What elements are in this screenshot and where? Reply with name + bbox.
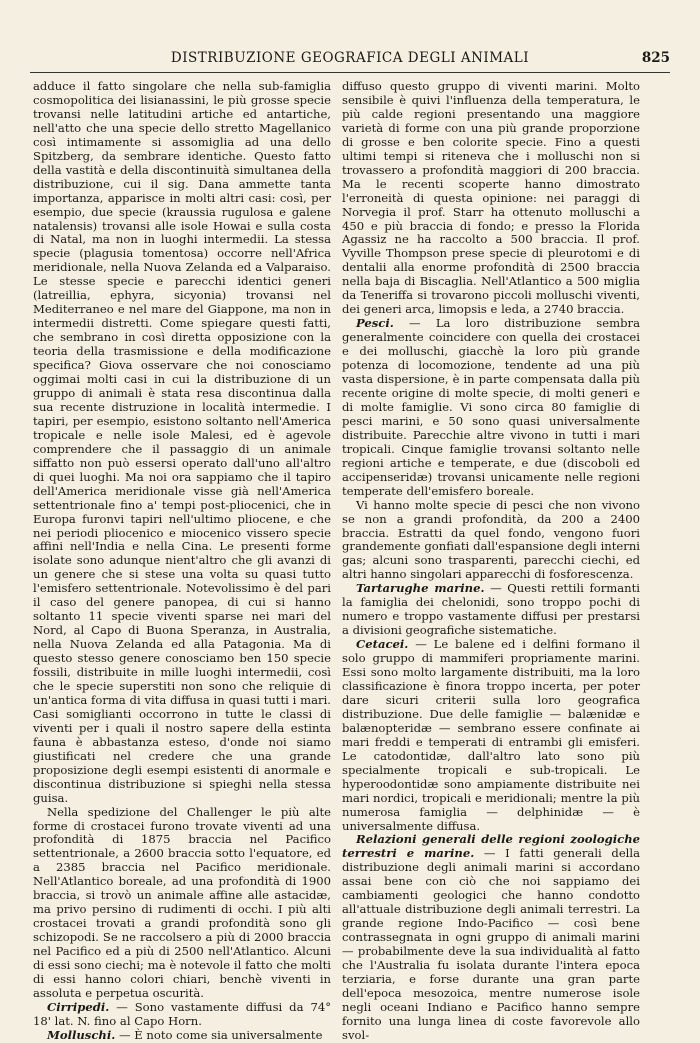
paragraph: Nella spedizione del Challenger le più alte forme di crostacei furono trovate viventi ad una profondità di 1875 braccia nel Pacifico settentrionale, a 2600 braccia sotto l'equatore, ed a 2385 braccia nel Pacifico meridionale. Nell'Atlantico boreale, ad una profondità di 1900 braccia, si trovò un animale affine alle astacidæ, ma privo persino di rudimenti di occhi. I più alti crostacei trovati a grandi profondità sono gli schizopodi. Se ne raccolsero a più di 2000 braccia nel Pacifico ed a più di 2500 nell'Atlantico. Alcuni di essi sono ciechi; ma è notevole il fatto che molti di essi hanno colori chiari, benchè viventi in assoluta e perpetua oscurità. [33, 804, 331, 1000]
section-lead: Relazioni generali delle regioni zoologiche terrestri e marine. [342, 832, 640, 861]
paragraph-text: — Le balene ed i delfini formano il solo gruppo di mammiferi propriamente marini. Essi sono molto largamente distribuiti, ma la loro classificazione è finora troppo incerta, per poter dare sicuri criterii sulla loro geografica distribuzione. Due delle famiglie — balænidæ e balænopteridæ — sembrano essere confinate ai mari freddi e temperati di entrambi gli emisferi. Le catodontidæ, dall'altro lato sono più specialmente tropicali e sub-tropicali. Le hyperoodontidæ sono ampiamente distribuite nei mari nordici, tropicali e meridionali; mentre la più numerosa famiglia — delphinidæ — è universalmente diffusa. [342, 637, 640, 833]
paragraph-text: — Sono vastamente diffusi da 74° 18' lat. N. fino al Capo Horn. [33, 999, 331, 1028]
paragraph: Vi hanno molte specie di pesci che non vivono se non a grandi profondità, da 200 a 2400 braccia. Estratti da quel fondo, vengono fuori grandemente gonfiati dall'espansione degli interni gas; alcuni sono trasparenti, parecchi ciechi, ed altri hanno singolari apparecchi di fosforescenza. [342, 497, 640, 582]
running-head-title: DISTRIBUZIONE GEOGRAFICA DEGLI ANIMALI [170, 50, 530, 66]
paragraph-text: — È noto come sia universalmente [115, 1027, 323, 1042]
running-header [30, 48, 670, 73]
section-lead: Cirripedi. [47, 999, 110, 1014]
page-number: 825 [641, 50, 670, 66]
section-lead: Pesci. [356, 316, 394, 331]
section-lead: Tartarughe marine. [356, 581, 485, 596]
right-column [342, 80, 640, 1043]
paragraph-text: — La loro distribuzione sembra generalmente coincidere con quella dei crostacei e dei molluschi, giacchè la loro più grande potenza di locomozione, tendente ad una più vasta dispersione, è in parte compensata dalla più recente origine di molte specie, di molti generi e di molte famiglie. Vi sono circa 80 famiglie di pesci marini, e 50 sono quasi universalmente distribuite. Parecchie altre vivono in tutti i mari tropicali. Cinque famiglie trovansi soltanto nelle regioni artiche e temperate, e due (discoboli ed accipenseridæ) trovansi unicamente nelle regioni temperate dell'emisfero boreale. [342, 316, 640, 498]
section-lead: Cetacei. [356, 637, 409, 652]
paragraph [342, 317, 640, 498]
paragraph-text: — I fatti generali della distribuzione degli animali marini si accordano assai bene con ciò che noi sappiamo dei cambiamenti geologici che hanno condotto all'attuale distribuzione degli animali terrestri. La grande regione Indo-Pacifico — così bene contrassegnata in ogni gruppo di animali marini — probabilmente deve la sua individualità al fatto che l'Australia fu isolata durante l'intera epoca terziaria, e forse durante una gran parte dell'epoca mesozoica, mentre numerose isole negli oceani Indiano e Pacifico hanno sempre fornito una lunga linea di coste favorevole allo svol- [342, 846, 641, 1042]
left-column [33, 80, 331, 1043]
paragraph [342, 582, 640, 638]
section-lead: Molluschi. [47, 1027, 116, 1042]
paragraph: adduce il fatto singolare che nella sub-famiglia cosmopolitica dei lisianassini, le più grosse specie trovansi nelle latitudini artiche ed antartiche, nell'atto che una specie dello stretto Magellanico così intimamente si assomiglia ad una dello Spitzberg, da sembrare identiche. Questo fatto della vastità e della discontinuità simultanea della distribuzione, cui il sig. Dana ammette tanta importanza, apparisce in molti altri casi: così, per esempio, due specie (kraussia rugulosa e galene natalensis) trovansi alle isole Howai e sulla costa di Natal, ma non in luoghi intermedii. La stessa specie (plagusia tomentosa) occorre nell'Africa meridionale, nella Nuova Zelanda ed a Valparaiso. Le stesse specie e parecchi identici generi (latreillia, ephyra, sicyonia) trovansi nel Mediterraneo e nel mare del Giappone, ma non in intermedii distretti. Come spiegare questi fatti, che sembrano in così diretta opposizione con la teoria della trasmissione e della modificazione specifica? Giova osservare che noi conosciamo oggimai molti casi in cui la distribuzione di un gruppo di animali è stata resa discontinua dalla sua recente distruzione in località intermedie. I tapiri, per esempio, esistono soltanto nell'America tropicale e nelle isole Malesi, ed è agevole comprendere che il passaggio di un animale siffatto non può essersi operato dall'uno all'altro di quei luoghi. Ma noi ora sappiamo che il tapiro dell'America meridionale visse già nell'America settentrionale fino a' tempi post-pliocenici, che in Europa furonvi tapiri nell'ultimo pliocene, e che nei periodi pliocenico e miocenico vissero specie affini nell'India e nella Cina. Le presenti forme isolate sono adunque nient'altro che gli avanzi di un genere che si stese una volta su quasi tutto l'emisfero settentrionale. Notevolissimo è del pari il caso del genere panopea, di cui si hanno soltanto 11 specie viventi sparse nei mari del Nord, al Capo di Buona Speranza, in Australia, nella Nuova Zelanda ed alla Patagonia. Ma di questo stesso genere conosciamo ben 150 specie fossili, distribuite in mille luoghi intermedii, così che le specie superstiti non sono che reliquie di un'antica forma di vita diffusa in quasi tutti i mari. Casi somiglianti occorrono in tutte le classi di viventi per i quali il nostro sapere della estinta fauna è abbastanza esteso, d'onde noi siamo giustificati nel credere che una grande proposizione degli esempi esistenti di anormale e discontinua distribuzione si spieghi nella stessa guisa. [33, 79, 331, 805]
paragraph [33, 1029, 331, 1043]
paragraph: diffuso questo gruppo di viventi marini. Molto sensibile è quivi l'influenza della temperatura, le più calde regioni presentando una maggiore varietà di forme con una più grande proporzione di grosse e ben colorite specie. Fino a questi ultimi tempi si riteneva che i molluschi non si trovassero a profondità maggiori di 200 braccia. Ma le recenti scoperte hanno dimostrato l'erroneità di questa opinione: nei paraggi di Norvegia il prof. Starr ha ottenuto molluschi a 450 e più braccia di fondo; e presso la Florida Agassiz ne ha raccolto a 500 braccia. Il prof. Vyville Thompson prese specie di pleurotomi e di dentalii alla enorme profondità di 2500 braccia nella baja di Biscaglia. Nell'Atlantico a 500 miglia da Teneriffa si trovarono piccoli molluschi viventi, dei generi arca, limopsis e leda, a 2740 braccia. [342, 79, 640, 317]
paragraph [342, 638, 640, 833]
paragraph-text: — Questi rettili formanti la famiglia dei chelonidi, sono troppo pochi di numero e troppo vastamente diffusi per prestarsi a divisioni geografiche sistematiche. [342, 581, 641, 638]
paragraph [33, 1001, 331, 1029]
paragraph [342, 833, 640, 1042]
